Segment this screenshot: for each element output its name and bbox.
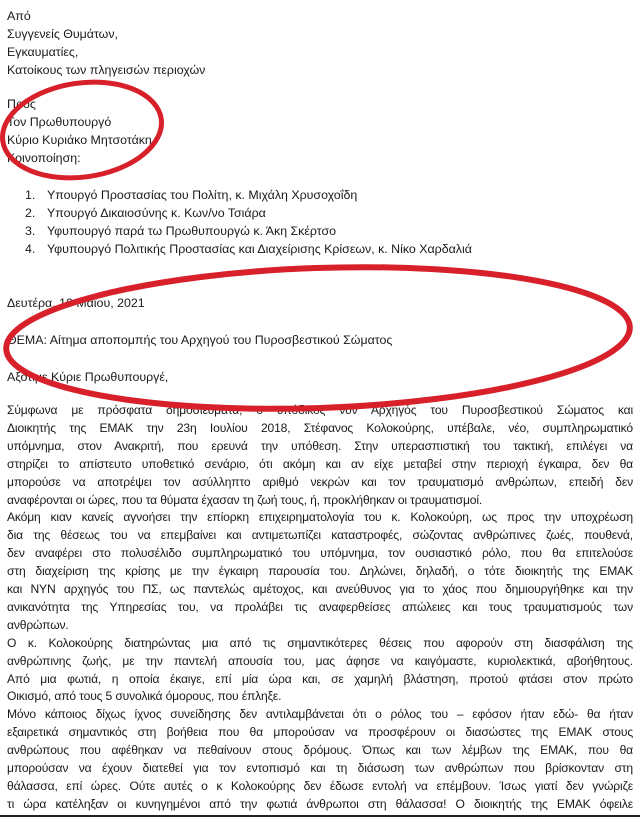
body-line: στηρίζει το απίστευτο υποθετικό σενάριο, ότι ακόμη και αν είχε μεταβεί στην περιοχή έγκαιρα, δεν θα: [7, 456, 633, 471]
body-line: Από μια φωτιά, η οποία έκαιγε, επί μία ώρα και, σε χαμηλή βλάστηση, προτού φτάσει στον πρώτο: [7, 671, 633, 686]
body-line: ανθρώπων.: [7, 617, 69, 632]
body-line: υπόμνημα, στον Ανακριτή, που ερευνά την υπόθεση. Στην υπερασπιστική του τακτική, επιλέγει να: [7, 438, 633, 453]
cc-list-item: [25, 223, 336, 239]
cc-text: Υπουργό Δικαιοσύνης κ. Κων/νο Τσιάρα: [47, 206, 266, 220]
salutation: Αξότιμε Κύριε Πρωθυπουργέ,: [7, 370, 169, 384]
recipient-label: Προς: [7, 97, 36, 111]
body-line: ανθρώπους που αφέθηκαν να πεθαίνουν στους δρόμους. Όπως και των λέμβων της ΕΜΑΚ, που θα: [7, 743, 633, 758]
body-line: θάλασσα, επί ώρες. Ούτε αυτές ο κ Κολοκούρης δεν έδωσε εντολή να επέμβουν. Ίσως γιατί δεν γνώριζε: [7, 778, 633, 793]
cc-number: 4.: [25, 242, 36, 256]
body-line: στη διαχείριση της κρίσης με την έγκαιρη παρουσία του. Δηλώνει, δηλαδή, ο τότε διοικητής της ΕΜΑΚ: [7, 564, 633, 579]
body-line: μπορούσε να αποτρέψει τον ασύλληπτο αριθμό νεκρών και τον τραυματισμό ανθρώπων, επειδή δεν: [7, 474, 633, 489]
body-line: δεν αναφέρει στο πολυσέλιδο συμπληρωματικό του υπόμνημα, τον ουσιαστικό ρόλο, που θα επιτελούσε: [7, 546, 633, 561]
body-line: τι ώρα κατέληξαν οι κυνηγημένοι από την φωτιά άνθρωποι στη θάλασσα! Ο διοικητής της ΕΜΑΚ όφειλε: [7, 796, 633, 811]
cc-text: Υφυπουργό παρά τω Πρωθυπουργώ κ. Άκη Σκέρτσο: [47, 224, 337, 238]
body-line: και ΝΥΝ αρχηγός του ΠΣ, ως παντελώς αμέτοχος, και ανεύθυνος για το χάος που δημιουργήθηκε και την: [7, 582, 633, 596]
body-line: αναφέρονται οι ώρες, που τα θύματα έχασαν τη ζωή τους, ή, προκλήθηκαν οι τραυματισμοί.: [7, 492, 483, 507]
cc-label: Κοινοποίηση:: [7, 151, 81, 165]
body-line: ανθρώπινης ζωής, με την παντελή απουσία του, μας άφησε να καιγόμαστε, κυριολεκτικά, αβοήθητους.: [7, 653, 633, 668]
recipient-line: Κύριο Κυριάκο Μητσοτάκη: [7, 133, 152, 147]
body-line: Διοικητής της ΕΜΑΚ την 23η Ιουλίου 2018, Στέφανος Κολοκούρης, υπέβαλε, νέο, συμπληρωματικό: [7, 420, 633, 435]
cc-number: 2.: [25, 206, 36, 220]
sender-line: Εγκαυματίες,: [7, 45, 79, 59]
recipient-line: Τον Πρωθυπουργό: [7, 115, 112, 129]
cc-number: 3.: [25, 224, 36, 238]
sender-line: Κατοίκους των πληγεισών περιοχών: [7, 63, 206, 77]
body-line: Ακόμη κιαν κανείς αγνοήσει την επίορκη επιχειρηματολογία του κ. Κολοκούρη, ως προς την υποχρέωση: [7, 510, 633, 525]
letter-date: Δευτέρα, 10 Μαΐου, 2021: [7, 296, 145, 310]
body-line: Σύμφωνα με πρόσφατα δημοσιεύματα, ο υπόδικος νυν Αρχηγός του Πυροσβεστικού Σώματος και: [7, 403, 633, 417]
cc-text: Υπουργό Προστασίας του Πολίτη, κ. Μιχάλη Χρυσοχοΐδη: [47, 188, 358, 202]
body-line: μπορούσαν να έχουν διατεθεί για τον εντοπισμό και τη διάσωση των ανθρώπων που βρίσκονταν στη: [7, 761, 633, 775]
body-line: δια της θέσεως του να επεμβαίνει και αντιμετωπίζει καταστροφές, σώζοντας ανθρώπινες ζωές, πουθενά,: [7, 528, 633, 543]
letter-subject: ΘΕΜΑ: Αίτημα αποπομπής του Αρχηγού του Πυροσβεστικού Σώματος: [7, 333, 393, 347]
sender-label: Από: [7, 9, 31, 23]
cc-text: Υφυπουργό Πολιτικής Προστασίας και Διαχείρισης Κρίσεων, κ. Νίκο Χαρδαλιά: [47, 242, 472, 256]
cc-number: 1.: [25, 188, 36, 202]
cc-list-item: [25, 205, 266, 221]
body-line: Οικισμό, από τους 5 συνολικά όμορους, που έπληξε.: [7, 689, 282, 704]
body-line: Ο κ. Κολοκούρης διατηρώντας μια από τις σημαντικότερες θέσεις που αφορούν στη διασφάλιση της: [7, 635, 633, 650]
body-line: Μόνο κάποιος δίχως ίχνος συνείδησης δεν αντιλαμβάνεται ότι ο ρόλος του – εφόσον ήταν εδώ- θα ήταν: [7, 707, 633, 722]
cc-list-item: [25, 187, 357, 203]
sender-line: Συγγενείς Θυμάτων,: [7, 27, 118, 41]
body-line: ανικανότητα της Υπηρεσίας του, να προλάβει τις αναφερθείσες απώλειες και τους τραυματισμούς των: [7, 599, 633, 614]
red-circle-recipient: [0, 72, 168, 187]
cc-list-item: [25, 241, 472, 257]
body-line: εξαιρετικά σημαντικός στη βοήθεια που θα μπορούσαν να προσφέρουν οι διασώστες της ΕΜΑΚ στους: [7, 725, 633, 740]
